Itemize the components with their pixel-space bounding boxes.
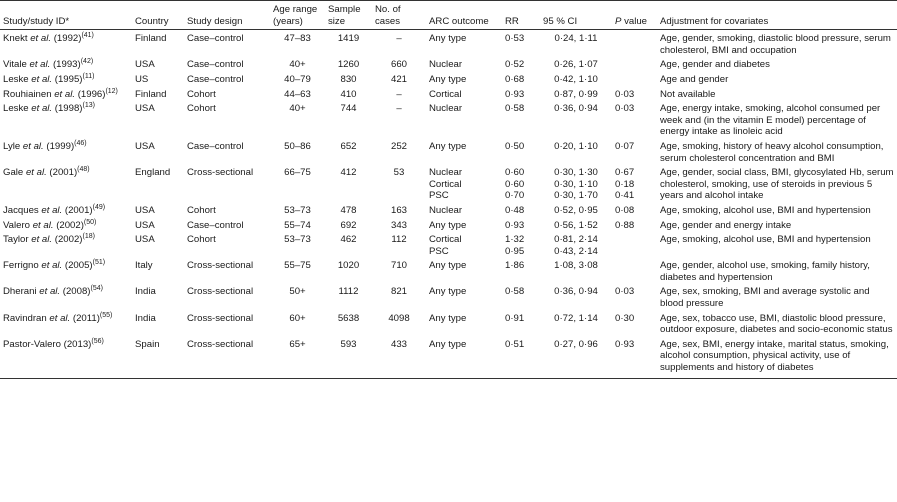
reference-marker: (56)	[91, 337, 104, 345]
study-cell	[0, 336, 132, 378]
ci-cell	[540, 310, 612, 336]
reference-marker: (51)	[92, 259, 106, 267]
study-year: (1998)	[54, 103, 83, 115]
cases-cell: 163	[390, 204, 407, 216]
study-cell	[0, 56, 132, 71]
outcome-value: Nuclear	[429, 59, 463, 71]
age-cell: 40+	[289, 103, 306, 115]
ci-cell	[540, 336, 612, 378]
sample-cell: 593	[325, 336, 372, 378]
ci-value: 0·27, 0·96	[554, 338, 598, 350]
table-row	[0, 56, 897, 71]
table-row	[0, 310, 897, 336]
study-year: (2011)	[72, 312, 100, 324]
col-header-age: Age range (years)	[270, 1, 325, 30]
design-cell: Cohort	[187, 103, 216, 115]
outcome-cell	[426, 71, 502, 86]
sample-cell: 830	[340, 73, 357, 85]
rr-value: 0·48	[505, 204, 525, 216]
ci-value: 0·81, 2·14	[554, 234, 598, 246]
ci-cell	[540, 231, 612, 257]
reference-marker: (41)	[81, 32, 94, 40]
adjustment-cell: Age, smoking, history of heavy alcohol consumption, serum cholesterol concentration and BMI	[660, 140, 884, 164]
adjustment-cell: Age, gender and diabetes	[660, 59, 770, 71]
age-cell: 53–73	[284, 204, 311, 216]
et-al-label: et al.	[54, 88, 76, 100]
ci-value: 0·20, 1·10	[554, 140, 598, 152]
age-cell: 50–86	[284, 140, 311, 152]
rr-value: 0·58	[505, 103, 525, 115]
design-cell: Case–control	[187, 219, 244, 231]
age-cell: 66–75	[284, 167, 311, 179]
cases-cell: 252	[390, 140, 407, 152]
study-cell	[0, 257, 132, 283]
study-author: Leske	[3, 73, 29, 85]
country-cell: Italy	[135, 260, 153, 272]
cases-cell: 53	[393, 167, 405, 179]
study-author: Knekt	[3, 33, 28, 45]
study-year: (2008)	[62, 286, 91, 298]
age-cell: 40–79	[284, 73, 311, 85]
pvalue-cell	[612, 56, 657, 71]
ci-value: 0·72, 1·14	[554, 312, 598, 324]
table-row	[0, 283, 897, 309]
cases-cell: 710	[390, 260, 407, 272]
rr-cell	[502, 231, 540, 257]
study-author: Taylor	[3, 234, 29, 246]
rr-value: 0·93	[505, 219, 525, 231]
pvalue-cell	[612, 86, 657, 101]
sample-cell: 462	[340, 234, 357, 246]
et-al-label: et al.	[31, 103, 53, 115]
study-year: (2002)	[56, 219, 84, 231]
age-cell: 55–75	[284, 260, 311, 272]
outcome-value: Nuclear	[429, 204, 463, 216]
et-al-label: et al.	[25, 167, 47, 179]
study-year: (1999)	[46, 140, 75, 152]
adjustment-cell: Age, sex, BMI, energy intake, marital status, smoking, alcohol consumption, physical activity, use of supplements and history of diabetes	[657, 336, 897, 378]
pvalue-cell	[612, 217, 657, 232]
ci-cell	[540, 86, 612, 101]
sample-cell: 1020	[337, 260, 360, 272]
rr-value: 0·53	[505, 33, 525, 45]
age-cell: 47–83	[284, 33, 311, 45]
age-cell: 60+	[289, 312, 306, 324]
sample-cell: 1260	[337, 59, 360, 71]
study-cell	[0, 310, 132, 336]
ci-value: 0·30, 1·30	[554, 167, 598, 179]
country-cell: USA	[135, 103, 155, 115]
reference-marker: (13)	[82, 102, 95, 110]
study-year: (2001)	[64, 204, 93, 216]
adjustment-cell: Not available	[660, 88, 716, 100]
reference-marker: (11)	[82, 72, 95, 80]
rr-cell	[502, 56, 540, 71]
rr-value: 1·32	[505, 234, 525, 246]
outcome-value: Any type	[429, 33, 467, 45]
study-cell	[0, 217, 132, 232]
study-author: Dherani	[3, 286, 37, 298]
study-year: (2005)	[64, 260, 93, 272]
ci-cell	[540, 100, 612, 138]
col-header-study: Study/study ID*	[0, 1, 132, 30]
reference-marker: (49)	[92, 203, 106, 211]
col-header-country: Country	[132, 1, 184, 30]
country-cell: USA	[135, 204, 155, 216]
table-row	[0, 30, 897, 57]
table-row	[0, 231, 897, 257]
rr-cell	[502, 100, 540, 138]
outcome-value: Nuclear	[429, 167, 463, 179]
study-author: Valero	[3, 219, 31, 231]
adjustment-cell: Age, sex, tobacco use, BMI, diastolic blood pressure, outdoor exposure, diabetes and socio-economic status	[660, 312, 893, 336]
cases-cell: –	[396, 88, 402, 100]
cases-cell: –	[396, 33, 402, 45]
table-row	[0, 257, 897, 283]
outcome-value: PSC	[429, 245, 449, 257]
rr-value: 0·93	[505, 88, 525, 100]
pvalue-cell	[612, 71, 657, 86]
table-row	[0, 100, 897, 138]
study-cell	[0, 100, 132, 138]
ci-value: 0·87, 0·99	[554, 88, 598, 100]
age-cell: 65+	[270, 336, 325, 378]
adjustment-cell: Age, energy intake, smoking, alcohol consumed per week and (in the vitamin E model) percentage of energy intake as linoleic acid	[660, 103, 881, 138]
country-cell: USA	[135, 59, 155, 71]
pvalue-value: 0·88	[615, 219, 635, 231]
design-cell: Case–control	[187, 59, 244, 71]
pvalue-value: 0·08	[615, 204, 635, 216]
pvalue-cell	[612, 202, 657, 217]
study-cell	[0, 138, 132, 164]
pvalue-value: 0·03	[615, 88, 635, 100]
study-author: Pastor-Valero	[3, 338, 61, 350]
table-row	[0, 217, 897, 232]
rr-cell	[502, 71, 540, 86]
pvalue-cell	[612, 336, 657, 378]
p-italic: P	[615, 15, 622, 27]
cases-cell: 421	[390, 73, 407, 85]
table-row	[0, 71, 897, 86]
age-cell: 55–74	[284, 219, 311, 231]
study-year: (2001)	[49, 167, 78, 179]
ci-value: 0·52, 0·95	[554, 204, 598, 216]
table-row	[0, 202, 897, 217]
study-author: Ferrigno	[3, 260, 39, 272]
study-cell	[0, 30, 132, 57]
design-cell: Cross-sectional	[187, 286, 254, 298]
cases-cell: 660	[390, 59, 407, 71]
outcome-cell	[426, 231, 502, 257]
adjustment-cell: Age, smoking, alcohol use, BMI and hypertension	[660, 204, 871, 216]
ci-cell	[540, 202, 612, 217]
outcome-cell	[426, 138, 502, 164]
design-cell: Cross-sectional	[184, 336, 270, 378]
design-cell: Case–control	[187, 73, 244, 85]
ci-cell	[540, 283, 612, 309]
design-cell: Cohort	[187, 204, 216, 216]
outcome-value: Any type	[429, 338, 467, 350]
pvalue-value: 0·03	[615, 103, 635, 115]
outcome-cell	[426, 310, 502, 336]
ci-value: 0·36, 0·94	[554, 103, 598, 115]
sample-cell: 5638	[337, 312, 360, 324]
outcome-cell	[426, 283, 502, 309]
sample-cell: 652	[340, 140, 357, 152]
pvalue-cell	[612, 231, 657, 257]
country-cell: USA	[135, 140, 155, 152]
country-cell: USA	[135, 219, 155, 231]
col-header-cases: No. of cases	[372, 1, 426, 30]
reference-marker: (50)	[83, 218, 97, 226]
rr-cell	[502, 257, 540, 283]
design-cell: Cohort	[187, 88, 216, 100]
table-row	[0, 164, 897, 202]
et-al-label: et al.	[39, 286, 61, 298]
outcome-value: Cortical	[429, 178, 462, 190]
adjustment-cell: Age, sex, smoking, BMI and average systolic and blood pressure	[660, 286, 870, 310]
cases-cell: 821	[390, 286, 407, 298]
outcome-cell	[426, 86, 502, 101]
table-row	[0, 86, 897, 101]
country-cell: US	[135, 73, 149, 85]
country-cell: USA	[135, 234, 155, 246]
pvalue-value: 0·03	[615, 286, 635, 298]
outcome-value: Any type	[429, 312, 467, 324]
ci-value: 0·56, 1·52	[554, 219, 598, 231]
rr-cell	[502, 164, 540, 202]
study-cell	[0, 86, 132, 101]
study-year: (1996)	[77, 88, 106, 100]
col-header-ci: 95 % CI	[540, 1, 612, 30]
cases-cell: 433	[372, 336, 426, 378]
design-cell: Cross-sectional	[187, 260, 254, 272]
outcome-value: Any type	[429, 140, 467, 152]
cases-cell: 343	[390, 219, 407, 231]
rr-value: 0·91	[505, 312, 525, 324]
design-cell: Cross-sectional	[187, 312, 254, 324]
table-row	[0, 336, 897, 378]
sample-cell: 1419	[337, 33, 360, 45]
rr-cell	[502, 138, 540, 164]
ci-cell	[540, 138, 612, 164]
ci-value: 0·26, 1·07	[554, 59, 598, 71]
pvalue-cell	[612, 100, 657, 138]
outcome-cell	[426, 164, 502, 202]
reference-marker: (46)	[74, 139, 87, 147]
sample-cell: 1112	[338, 286, 359, 298]
sample-cell: 412	[340, 167, 357, 179]
country-cell: India	[135, 286, 156, 298]
design-cell: Cross-sectional	[187, 167, 254, 179]
sample-cell: 744	[340, 103, 357, 115]
ci-cell	[540, 217, 612, 232]
col-header-rr: RR	[502, 1, 540, 30]
pvalue-cell	[612, 310, 657, 336]
rr-value: 0·52	[505, 59, 525, 71]
adjustment-cell: Age, gender, smoking, diastolic blood pressure, serum cholesterol, BMI and occupation	[660, 33, 891, 56]
rr-value: 0·60	[505, 167, 525, 179]
study-year: (1995)	[54, 73, 83, 85]
ci-cell	[540, 30, 612, 57]
outcome-value: Any type	[429, 219, 467, 231]
adjustment-cell: Age, gender, social class, BMI, glycosylated Hb, serum cholesterol, smoking, use of steroids in previous 5 years and alcohol intake	[660, 167, 894, 202]
age-cell: 44–63	[284, 88, 311, 100]
ci-cell	[540, 164, 612, 202]
cases-cell: –	[396, 103, 402, 115]
rr-cell	[502, 310, 540, 336]
col-header-outcome: ARC outcome	[426, 1, 502, 30]
pvalue-cell	[612, 283, 657, 309]
country-cell: Spain	[132, 336, 184, 378]
col-header-design: Study design	[184, 1, 270, 30]
ci-value: 0·42, 1·10	[554, 73, 598, 85]
design-cell: Case–control	[187, 33, 244, 45]
et-al-label: et al.	[41, 260, 63, 272]
cases-cell: 4098	[388, 312, 410, 324]
cases-cell: 112	[391, 234, 407, 246]
rr-value: 0·60	[505, 178, 525, 190]
table-row	[0, 138, 897, 164]
et-al-label: et al.	[32, 219, 54, 231]
study-author: Rouhiainen	[3, 88, 52, 100]
et-al-label: et al.	[41, 204, 63, 216]
et-al-label: et al.	[30, 33, 52, 45]
study-year: (2013)	[63, 338, 92, 350]
reference-marker: (12)	[105, 87, 118, 95]
col-header-pvalue: P value	[612, 1, 657, 30]
rr-value: 0·68	[505, 73, 525, 85]
adjustment-cell: Age, smoking, alcohol use, BMI and hypertension	[660, 234, 871, 246]
country-cell: Finland	[135, 33, 167, 45]
rr-value: 1·86	[505, 260, 525, 272]
study-author: Ravindran	[3, 312, 47, 324]
rr-value: 0·50	[505, 140, 525, 152]
study-author: Lyle	[3, 140, 21, 152]
rr-cell	[502, 336, 540, 378]
study-cell	[0, 283, 132, 309]
age-cell: 40+	[289, 59, 306, 71]
adjustment-cell: Age, gender, alcohol use, smoking, family history, diabetes and hypertension	[660, 260, 870, 283]
adjustment-cell: Age and gender	[660, 73, 729, 85]
rr-cell	[502, 202, 540, 217]
outcome-value: Nuclear	[429, 103, 463, 115]
et-al-label: et al.	[29, 59, 51, 71]
ci-cell	[540, 71, 612, 86]
ci-cell	[540, 257, 612, 283]
reference-marker: (54)	[90, 285, 103, 293]
sample-cell: 478	[340, 204, 357, 216]
rr-cell	[502, 217, 540, 232]
rr-cell	[502, 30, 540, 57]
pvalue-cell	[612, 164, 657, 202]
country-cell: England	[135, 167, 171, 179]
design-cell: Case–control	[187, 140, 244, 152]
outcome-value: Any type	[429, 73, 467, 85]
pvalue-value: 0·41	[615, 190, 635, 202]
study-cell	[0, 202, 132, 217]
outcome-cell	[426, 56, 502, 71]
study-author: Vitale	[3, 59, 27, 71]
pvalue-value: 0·67	[615, 167, 635, 179]
rr-value: 0·51	[505, 338, 525, 350]
study-author: Jacques	[3, 204, 39, 216]
outcome-value: Any type	[429, 286, 467, 298]
outcome-cell	[426, 30, 502, 57]
design-cell: Cohort	[187, 234, 216, 246]
outcome-cell	[426, 336, 502, 378]
col-header-sample: Sample size	[325, 1, 372, 30]
study-cell	[0, 71, 132, 86]
study-year: (2002)	[54, 234, 83, 246]
country-cell: India	[135, 312, 156, 324]
pvalue-cell	[612, 138, 657, 164]
ci-value: 0·30, 1·70	[554, 190, 598, 202]
study-year: (1992)	[53, 33, 82, 45]
study-year: (1993)	[52, 59, 81, 71]
ci-value: 0·24, 1·11	[554, 33, 598, 45]
sample-cell: 410	[340, 88, 357, 100]
adjustment-cell: Age, gender and energy intake	[660, 219, 792, 231]
pvalue-value: 0·18	[615, 178, 635, 190]
rr-value: 0·95	[505, 245, 525, 257]
reference-marker: (55)	[99, 311, 113, 319]
age-cell: 53–73	[284, 234, 311, 246]
outcome-value: Cortical	[429, 88, 462, 100]
reference-marker: (42)	[80, 58, 94, 66]
sample-cell: 692	[340, 219, 357, 231]
outcome-cell	[426, 257, 502, 283]
outcome-cell	[426, 100, 502, 138]
reference-marker: (48)	[77, 166, 90, 174]
et-al-label: et al.	[31, 73, 53, 85]
study-author: Gale	[3, 167, 24, 179]
ci-cell	[540, 56, 612, 71]
outcome-value: PSC	[429, 190, 449, 202]
outcome-value: Cortical	[429, 234, 462, 246]
rr-value: 0·70	[505, 190, 525, 202]
outcome-value: Any type	[429, 260, 467, 272]
country-cell: Finland	[135, 88, 167, 100]
pvalue-value: 0·93	[615, 338, 635, 350]
reference-marker: (18)	[82, 233, 95, 241]
ci-value: 0·36, 0·94	[554, 286, 598, 298]
rr-value: 0·58	[505, 286, 525, 298]
pvalue-cell	[612, 30, 657, 57]
outcome-cell	[426, 202, 502, 217]
ci-value: 0·30, 1·10	[554, 178, 598, 190]
pvalue-value: 0·30	[615, 312, 635, 324]
et-al-label: et al.	[22, 140, 44, 152]
col-header-adjustment: Adjustment for covariates	[657, 1, 897, 30]
rr-cell	[502, 283, 540, 309]
et-al-label: et al.	[31, 234, 53, 246]
et-al-label: et al.	[49, 312, 71, 324]
pvalue-value: 0·07	[615, 140, 635, 152]
ci-value: 1·08, 3·08	[554, 260, 598, 272]
pvalue-cell	[612, 257, 657, 283]
ci-value: 0·43, 2·14	[554, 245, 598, 257]
header-row	[0, 1, 897, 30]
rr-cell	[502, 86, 540, 101]
outcome-cell	[426, 217, 502, 232]
study-author: Leske	[3, 103, 29, 115]
study-cell	[0, 164, 132, 202]
age-cell: 50+	[289, 286, 306, 298]
study-cell	[0, 231, 132, 257]
